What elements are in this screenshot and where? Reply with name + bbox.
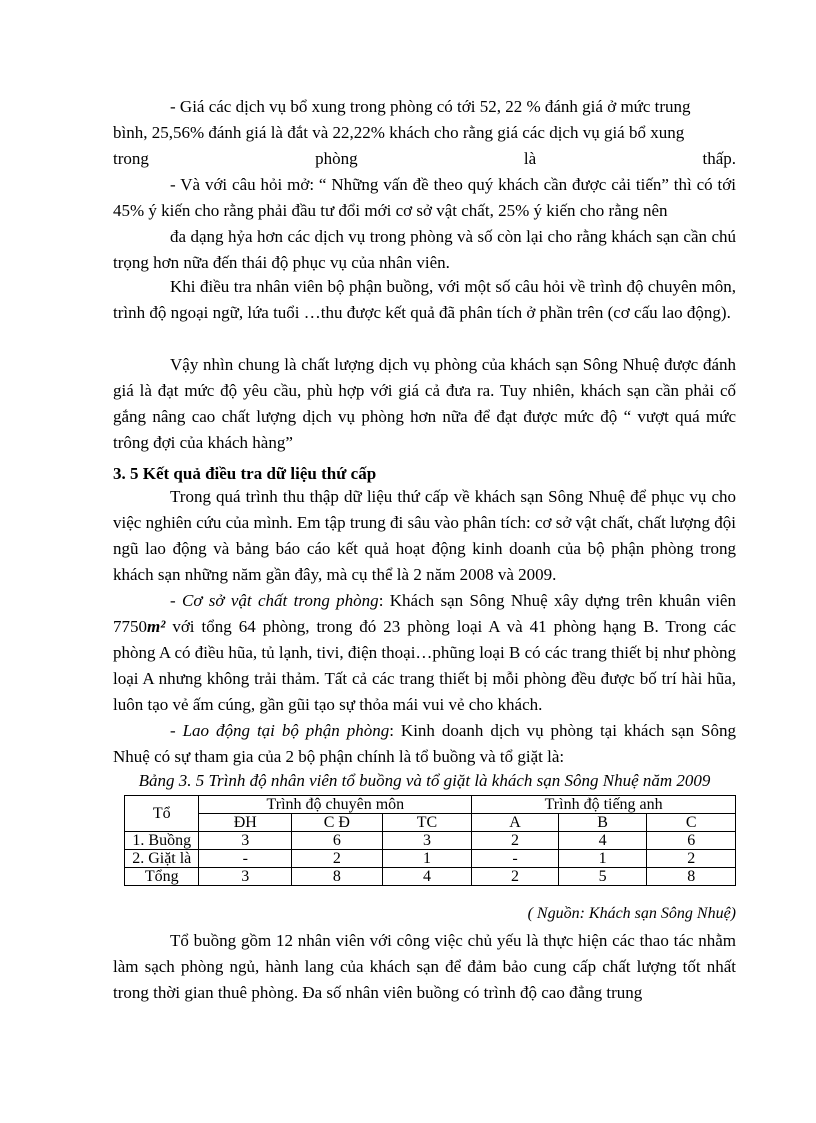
table-cell: 4: [558, 832, 647, 850]
paragraph-1-line-2: bình, 25,56% đánh giá là đắt và 22,22% khách cho rằng giá các dịch vụ giá bổ xung: [113, 123, 685, 142]
table-cell: 2: [472, 832, 559, 850]
subheader: A: [472, 814, 559, 832]
table-cell: 4: [382, 868, 472, 886]
table-cell: -: [199, 850, 292, 868]
table-cell: 2: [647, 850, 736, 868]
table-cell: 6: [292, 832, 383, 850]
table-cell: 2: [472, 868, 559, 886]
table-cell: 3: [382, 832, 472, 850]
area-unit: m²: [147, 617, 166, 636]
table-cell: 8: [292, 868, 383, 886]
table-source: ( Nguồn: Khách sạn Sông Nhuệ): [527, 905, 736, 922]
table-cell: 1: [382, 850, 472, 868]
facilities-label: - Cơ sở vật chất trong phòng: [170, 591, 379, 610]
table-cell: 2: [292, 850, 383, 868]
table-cell: 6: [647, 832, 736, 850]
table-row: [125, 850, 736, 868]
paragraph-2: - Và với câu hỏi mở: “ Những vấn đề theo quý khách cần được cải tiến” thì có tới 45% ý kiến cho rằng phải đầu tư đổi mới cơ sở vật chất, 25% ý kiến cho rằng nên: [113, 175, 736, 220]
section-heading: 3. 5 Kết quả điều tra dữ liệu thứ cấp: [113, 464, 377, 483]
header-to: Tổ: [125, 796, 199, 832]
row-label: 1. Buồng: [125, 832, 199, 850]
staff-qualification-table: [124, 795, 736, 886]
table-cell: 1: [558, 850, 647, 868]
subheader: TC: [382, 814, 472, 832]
subheader: B: [558, 814, 647, 832]
table-caption: Bảng 3. 5 Trình độ nhân viên tổ buồng và tổ giặt là khách sạn Sông Nhuệ năm 2009: [138, 771, 711, 790]
table-row: [125, 868, 736, 886]
labor-text: : Kinh doanh dịch vụ phòng tại khách sạn Sông Nhuệ có sự tham gia của 2 bộ phận chính là tổ buồng và tổ giặt là:: [113, 721, 736, 766]
row-label: Tổng: [125, 868, 199, 886]
header-english: Trình độ tiếng anh: [472, 796, 736, 814]
facilities-text-b: với tổng 64 phòng, trong đó 23 phòng loại A và 41 phòng hạng B. Trong các phòng A có điều hũa, tủ lạnh, tivi, điện thoại…phũng loại B có các trang thiết bị như phòng loại A nhưng không trải thảm. Tất cả các trang thiết bị mỗi phòng đều được bố trí hài hũa, luôn tạo vẻ ấm cúng, gần gũi tạo sự thỏa mái vui vẻ cho khách.: [113, 617, 736, 714]
subheader: ĐH: [199, 814, 292, 832]
paragraph-4: Vậy nhìn chung là chất lượng dịch vụ phòng của khách sạn Sông Nhuệ được đánh giá là đạt mức độ yêu cầu, phù hợp với giá cả đưa ra. Tuy nhiên, khách sạn cần phải cố gắng nâng cao chất lượng dịch vụ phòng hơn nữa để đạt được mức độ “ vượt quá mức trông đợi của khách hàng”: [113, 355, 736, 452]
paragraph-5: Trong quá trình thu thập dữ liệu thứ cấp về khách sạn Sông Nhuệ để phục vụ cho việc nghiên cứu của mình. Em tập trung đi sâu vào phân tích: cơ sở vật chất, chất lượng đội ngũ lao động và bảng báo cáo kết quả hoạt động kinh doanh của bộ phận phòng trong khách sạn những năm gần đây, mà cụ thể là 2 năm 2008 và 2009.: [113, 487, 736, 584]
table-cell: 8: [647, 868, 736, 886]
table-cell: 3: [199, 868, 292, 886]
table-cell: 3: [199, 832, 292, 850]
paragraph-1-line-1: - Giá các dịch vụ bổ xung trong phòng có tới 52, 22 % đánh giá ở mức trung: [170, 97, 691, 116]
paragraph-3: Khi điều tra nhân viên bộ phận buồng, với một số câu hỏi về trình độ chuyên môn, trình độ ngoại ngữ, lứa tuổi …thu được kết quả đã phân tích ở phần trên (cơ cấu lao động).: [113, 277, 736, 322]
paragraph-7: [113, 718, 736, 770]
subheader: C: [647, 814, 736, 832]
paragraph-2-continued: đa dạng hỷa hơn các dịch vụ trong phòng và số còn lại cho rằng khách sạn cần chú trọng hơn nữa đến thái độ phục vụ của nhân viên.: [113, 227, 736, 272]
labor-label: - Lao động tại bộ phận phòng: [170, 721, 390, 740]
subheader: C Đ: [292, 814, 383, 832]
header-professional: Trình độ chuyên môn: [199, 796, 472, 814]
table-cell: 5: [558, 868, 647, 886]
paragraph-6: [113, 588, 736, 718]
paragraph-1-line-3: trong phòng là thấp.: [113, 149, 736, 168]
row-label: 2. Giặt là: [125, 850, 199, 868]
facilities-text-a: : Khách sạn Sông Nhuệ xây dựng trên khuân viên 7750: [113, 591, 736, 636]
paragraph-8: Tổ buồng gồm 12 nhân viên với công việc chủ yếu là thực hiện các thao tác nhằm làm sạch phòng ngủ, hành lang của khách sạn để đảm bảo cung cấp chất lượng tốt nhất trong thời gian thuê phòng. Đa số nhân viên buồng có trình độ cao đẳng trung: [113, 931, 736, 1002]
table-cell: -: [472, 850, 559, 868]
table-row: [125, 832, 736, 850]
